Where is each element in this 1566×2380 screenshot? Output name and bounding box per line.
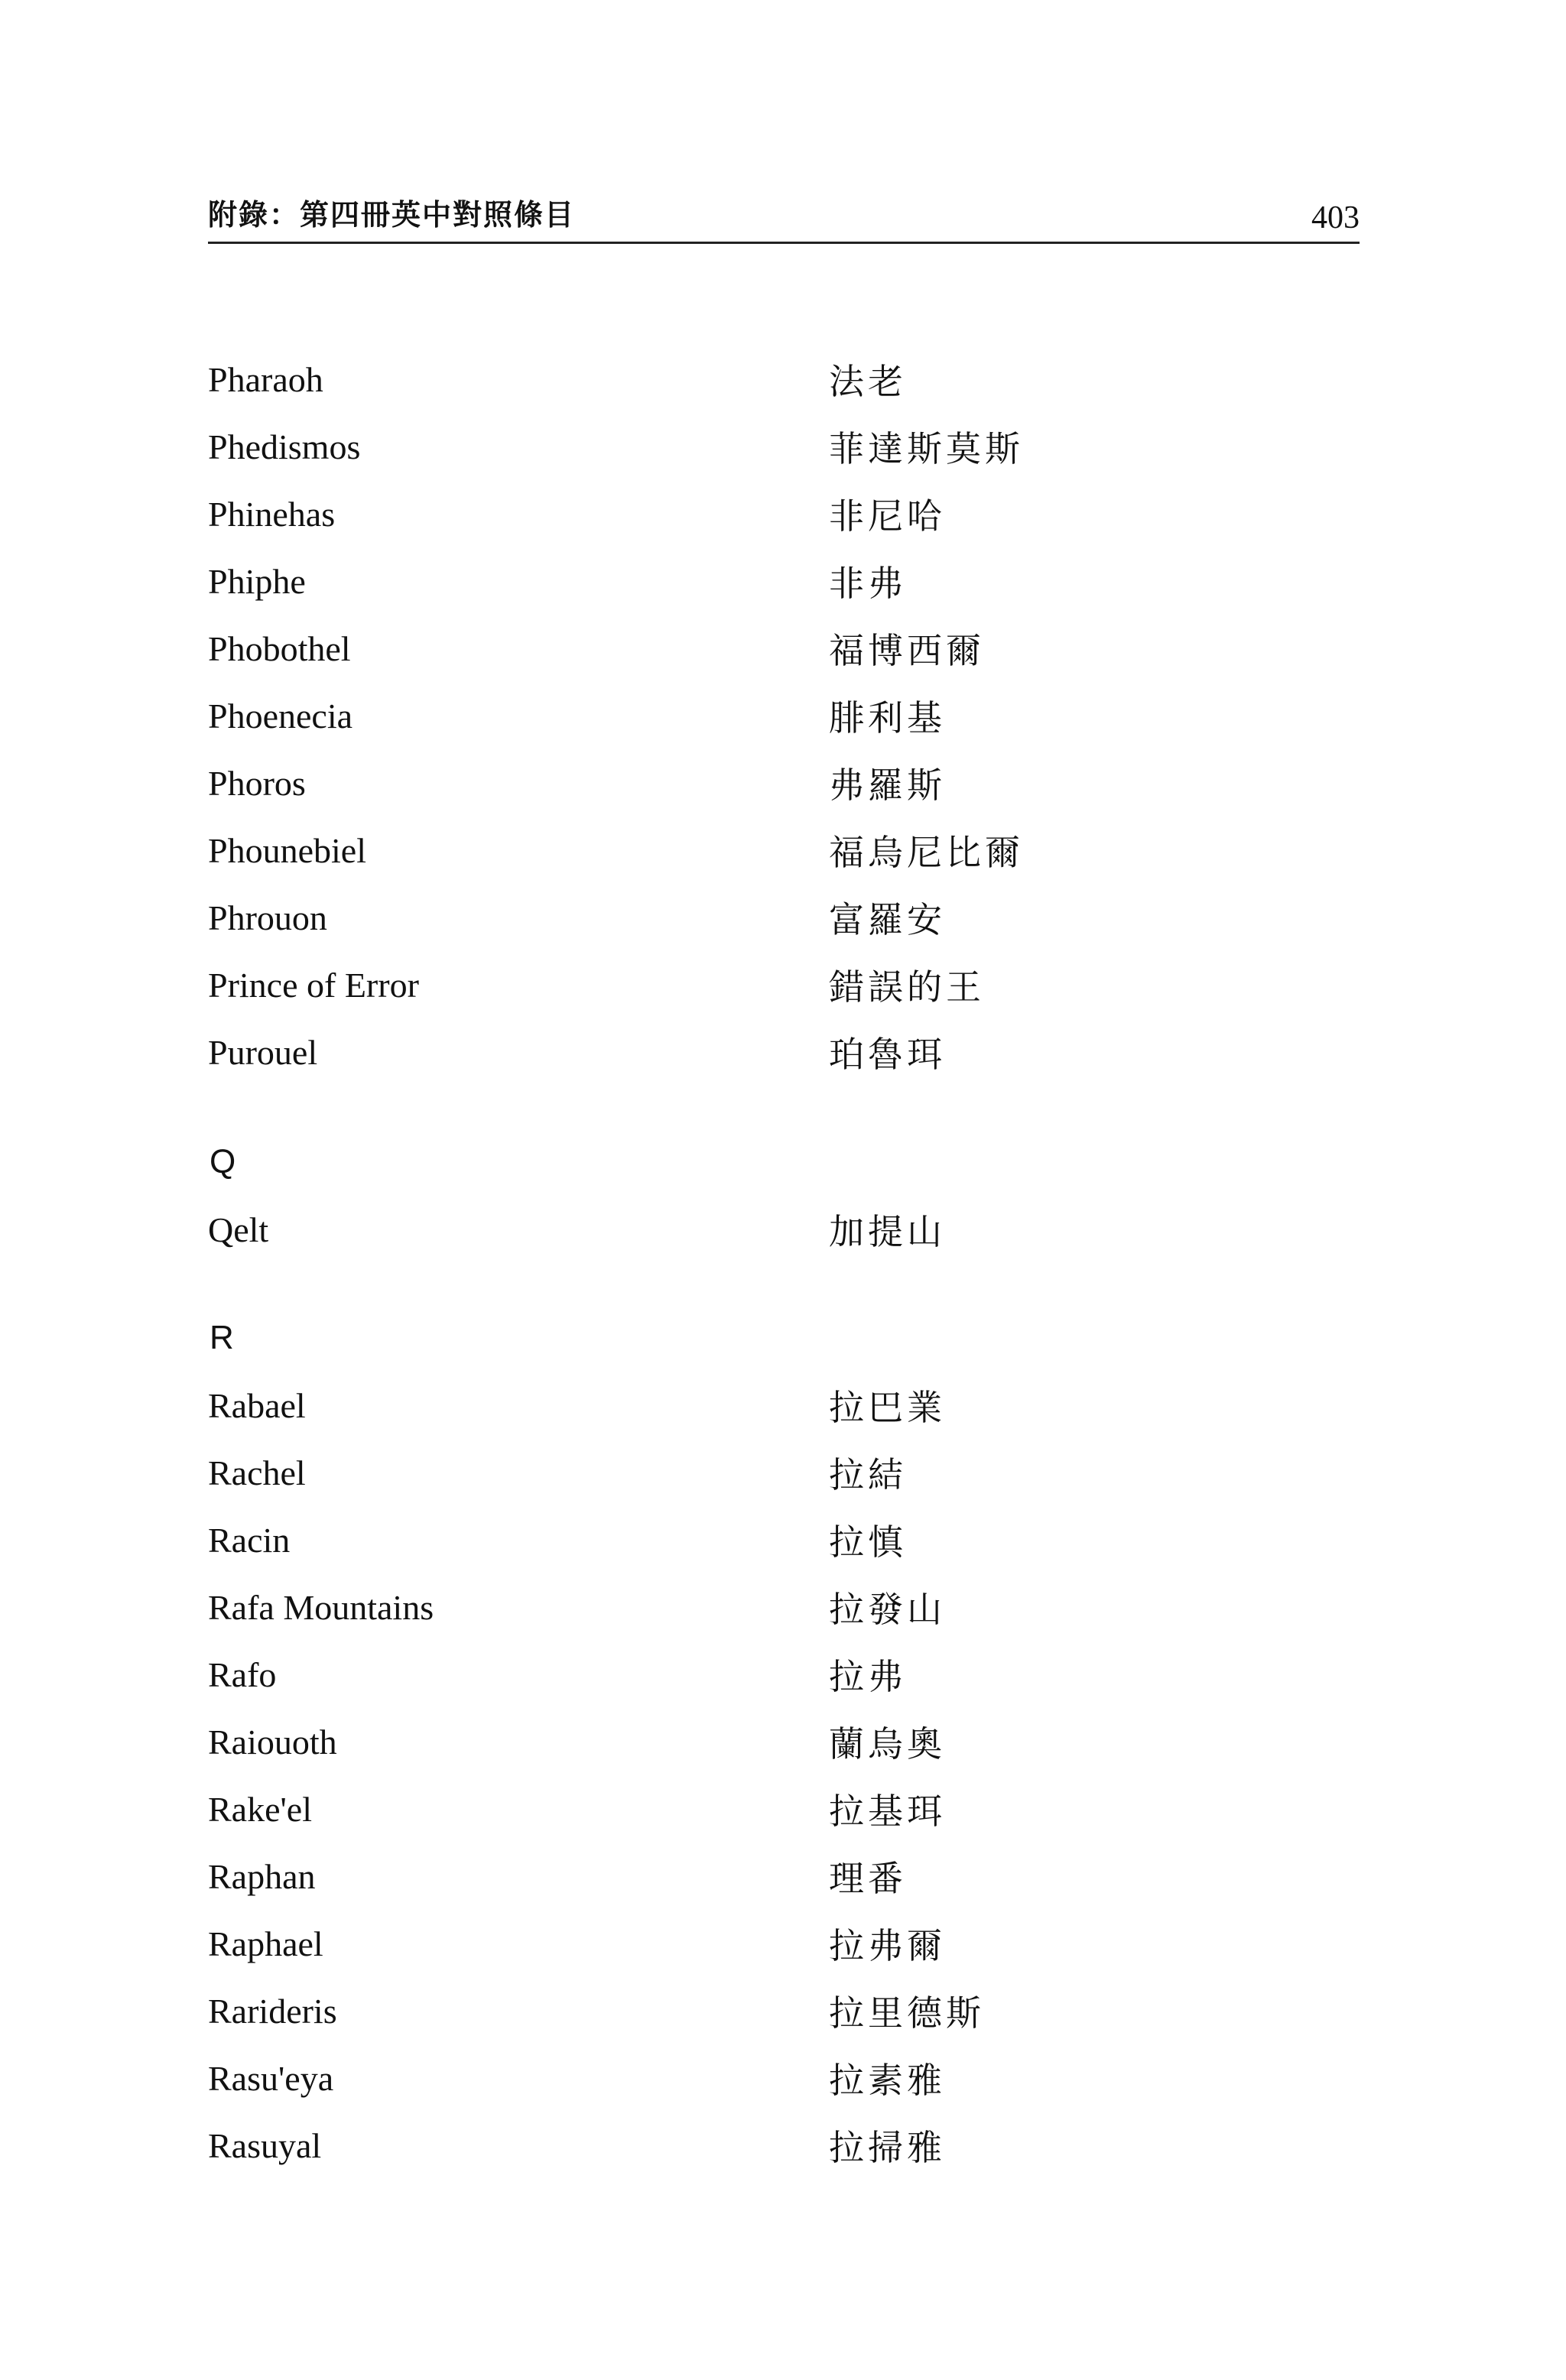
entry-chinese: 錯誤的王 — [829, 966, 985, 1008]
entry-english: Rabael — [208, 1385, 306, 1425]
header-divider — [208, 242, 1360, 244]
entry-english: Phinehas — [208, 494, 336, 534]
entry-row — [208, 547, 1360, 615]
entry-english: Rarideris — [208, 1991, 337, 2031]
entry-chinese: 福博西爾 — [829, 630, 985, 671]
entry-english: Rafa Mountains — [208, 1587, 434, 1627]
entry-chinese: 拉弗 — [829, 1656, 907, 1697]
entry-english: Prince of Error — [208, 965, 419, 1005]
entry-row — [208, 615, 1360, 682]
entry-chinese: 理番 — [829, 1858, 907, 1899]
entry-english: Phoenecia — [208, 696, 353, 735]
entry-english: Rafo — [208, 1654, 277, 1694]
section-letter: Q — [210, 1143, 236, 1180]
entry-chinese: 非弗 — [829, 563, 907, 604]
entry-row — [208, 1708, 1360, 1775]
section-p — [208, 346, 1360, 1086]
entry-row — [208, 1843, 1360, 1910]
entry-chinese: 拉素雅 — [829, 2060, 946, 2101]
entry-chinese: 腓利基 — [829, 697, 946, 739]
entry-english: Raphael — [208, 1924, 323, 1963]
entry-chinese: 拉發山 — [829, 1589, 946, 1630]
entry-row — [208, 480, 1360, 547]
entry-english: Phounebiel — [208, 830, 366, 870]
entry-row — [208, 1439, 1360, 1506]
entry-row — [208, 749, 1360, 817]
entry-row — [208, 951, 1360, 1018]
entry-chinese: 拉結 — [829, 1454, 907, 1495]
entry-chinese: 非尼哈 — [829, 495, 946, 537]
entry-chinese: 拉弗爾 — [829, 1925, 946, 1966]
entry-chinese: 拉里德斯 — [829, 1992, 985, 2034]
entry-chinese: 富羅安 — [829, 899, 946, 940]
entry-english: Phobothel — [208, 628, 351, 668]
entry-english: Pharaoh — [208, 359, 323, 399]
entry-chinese: 法老 — [829, 361, 907, 402]
section-r — [208, 1304, 1360, 2179]
entry-row — [208, 1372, 1360, 1439]
entry-row — [208, 346, 1360, 413]
entry-row — [208, 2044, 1360, 2112]
entry-english: Phiphe — [208, 561, 306, 601]
entry-english: Racin — [208, 1520, 291, 1560]
entry-chinese: 福烏尼比爾 — [829, 832, 1024, 873]
entry-chinese: 拉慎 — [829, 1521, 907, 1563]
entry-row — [208, 1910, 1360, 1977]
entry-chinese: 蘭烏奧 — [829, 1723, 946, 1765]
entry-english: Raphan — [208, 1856, 316, 1896]
header-title: 附錄：第四冊英中對照條目 — [208, 198, 576, 232]
entry-row — [208, 1573, 1360, 1641]
entry-row — [208, 884, 1360, 951]
entry-english: Rasu'eya — [208, 2058, 334, 2098]
entry-english: Purouel — [208, 1032, 318, 1072]
section-q — [208, 1128, 1360, 1263]
entry-chinese: 珀魯珥 — [829, 1034, 946, 1075]
entry-chinese: 菲達斯莫斯 — [829, 428, 1024, 469]
entry-row — [208, 1506, 1360, 1573]
entry-row — [208, 413, 1360, 480]
entry-row — [208, 2112, 1360, 2179]
page-number: 403 — [1311, 200, 1360, 235]
entry-english: Rasuyal — [208, 2125, 322, 2165]
entry-row — [208, 1641, 1360, 1708]
entry-chinese: 拉掃雅 — [829, 2127, 946, 2168]
entry-english: Phedismos — [208, 427, 361, 466]
entry-row — [208, 817, 1360, 884]
entry-english: Rachel — [208, 1453, 306, 1492]
entry-row — [208, 1775, 1360, 1843]
entry-chinese: 拉巴業 — [829, 1387, 946, 1428]
entry-english: Raiouoth — [208, 1722, 337, 1761]
entry-row — [208, 1018, 1360, 1086]
entry-english: Phoros — [208, 763, 306, 803]
entry-chinese: 加提山 — [829, 1211, 946, 1252]
entry-row — [208, 1196, 1360, 1263]
entry-english: Phrouon — [208, 898, 327, 937]
entry-chinese: 拉基珥 — [829, 1791, 946, 1832]
page-header — [208, 196, 1360, 243]
entry-row — [208, 1977, 1360, 2044]
entry-row — [208, 682, 1360, 749]
entry-english: Qelt — [208, 1209, 269, 1249]
entry-english: Rake'el — [208, 1789, 313, 1829]
section-letter: R — [210, 1319, 234, 1356]
entry-chinese: 弗羅斯 — [829, 765, 946, 806]
